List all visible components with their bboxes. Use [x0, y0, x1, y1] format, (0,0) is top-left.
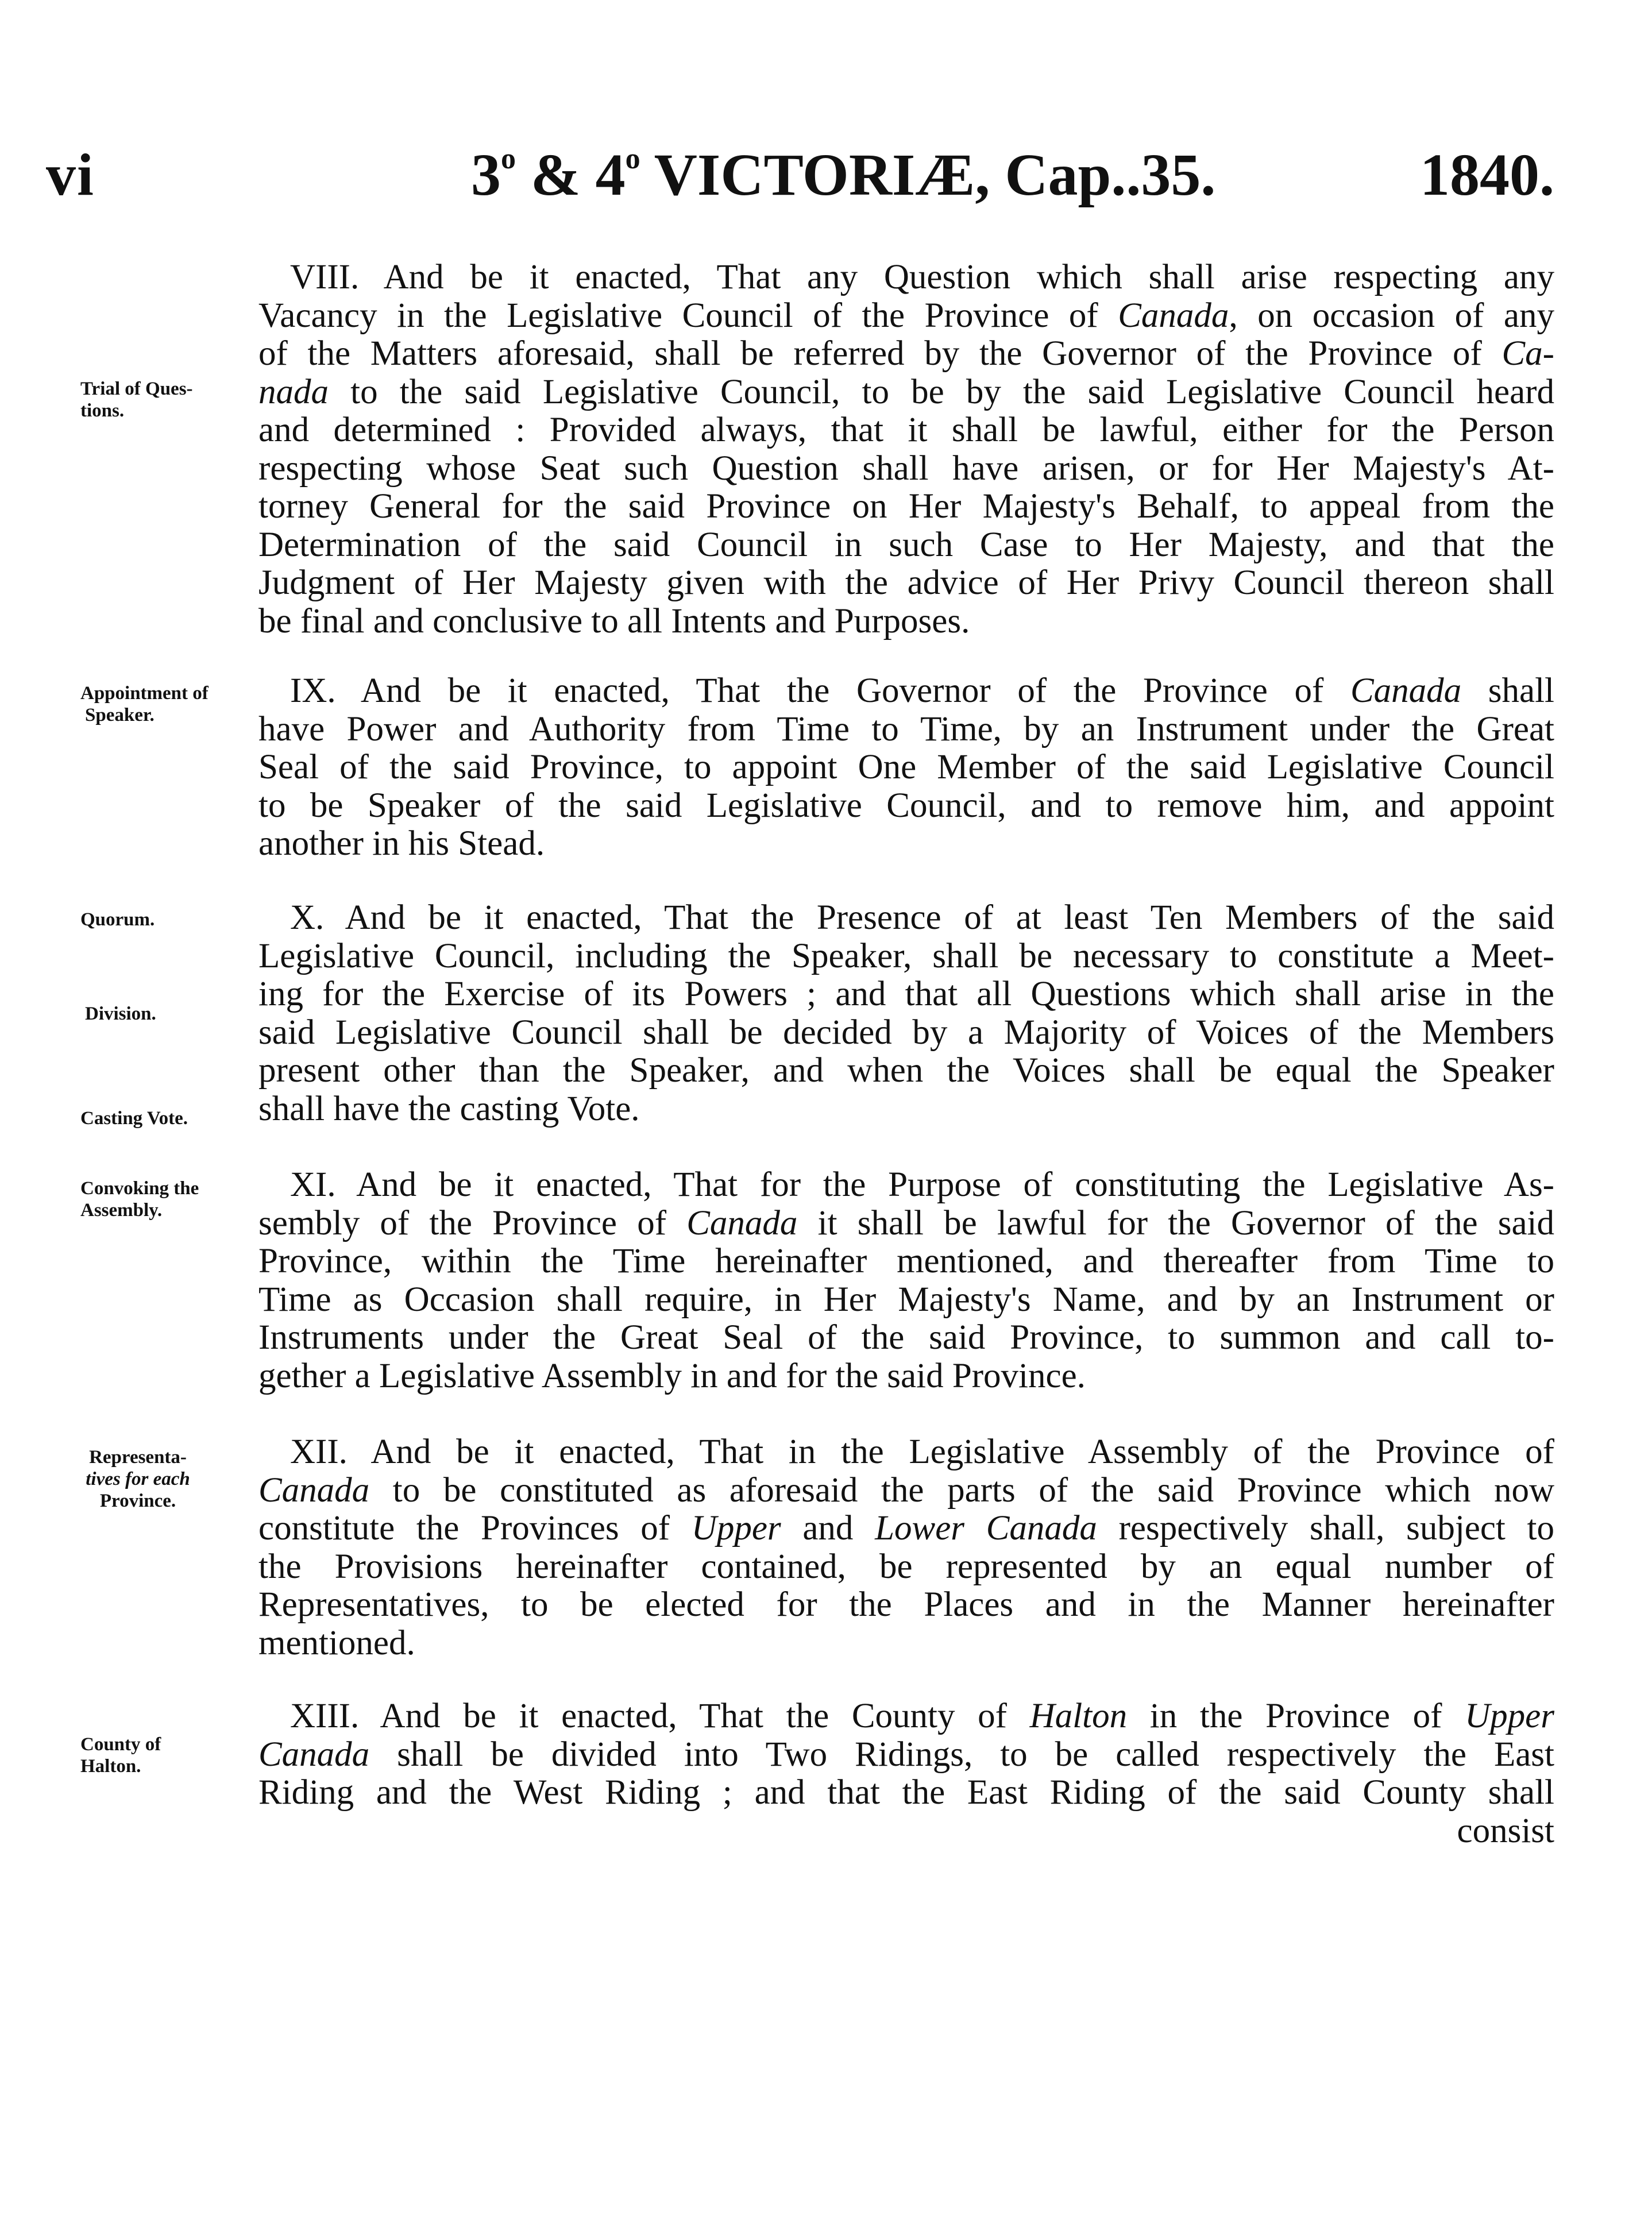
section-xiii: XIII. And be it enacted, That the County of Halton in the Province of Upper Canada shall be divided into Two Ridings, to be called respectively the East Riding and the West Riding ; and that the East Riding of the said County shall consist	[258, 1697, 1554, 1850]
page-title: 3$^o$ & 4$^o$ VICTORIÆ, Cap..35.	[471, 142, 1216, 208]
margin-note-quorum: Quorum.	[80, 909, 155, 930]
section-xi: XI. And be it enacted, That for the Purpose of constituting the Legislative As- sembly of the Province of Canada it shall be lawful for the Governor of the said Province, within the Time hereinafter mentioned, and thereafter from Time to Time as Occasion shall require, in Her Majesty's Name, and by an Instrument or Instruments under the Great Seal of the said Province, to summon and call to- gether a Legislative Assembly in and for the said Province.	[258, 1165, 1554, 1395]
section-x: X. And be it enacted, That the Presence of at least Ten Members of the said Legislative Council, including the Speaker, shall be necessary to constitute a Meet- ing for the Exercise of its Powers ; and that all Questions which shall arise in the said Legislative Council shall be decided by a Majority of Voices of the Members present other than the Speaker, and when the Voices shall be equal the Speaker shall have the casting Vote.	[258, 898, 1554, 1128]
margin-note-representatives: Representa- tives for each Province.	[86, 1447, 190, 1511]
page-year: 1840.	[1420, 142, 1554, 208]
margin-note-convoking-assembly: Convoking the Assembly.	[80, 1178, 199, 1221]
margin-note-appointment-of-speaker: Appointment of Speaker.	[80, 683, 209, 725]
page-number: vi	[46, 142, 95, 208]
margin-note-county-of-halton: County of Halton.	[80, 1734, 161, 1777]
margin-note-division: Division.	[85, 1003, 156, 1024]
section-viii: VIII. And be it enacted, That any Question which shall arise respecting any Vacancy in the Legislative Council of the Province of Canada, on occasion of any of the Matters aforesaid, shall be referred by the Governor of the Province of Ca- nada to the said Legislative Council, to be by the said Legislative Council heard and determined : Provided always, that it shall be lawful, either for the Person respecting whose Seat such Question shall have arisen, or for Her Majesty's At- torney General for the said Province on Her Majesty's Behalf, to appeal from the Determination of the said Council in such Case to Her Majesty, and that the Judgment of Her Majesty given with the advice of Her Privy Council thereon shall be final and conclusive to all Intents and Purposes.	[258, 258, 1554, 640]
margin-note-casting-vote: Casting Vote.	[80, 1108, 188, 1129]
margin-note-trial-of-questions: Trial of Ques- tions.	[80, 379, 193, 421]
section-ix: IX. And be it enacted, That the Governor of the Province of Canada shall have Power and Authority from Time to Time, by an Instrument under the Great Seal of the said Province, to appoint One Member of the said Legislative Council to be Speaker of the said Legislative Council, and to remove him, and appoint another in his Stead.	[258, 671, 1554, 863]
section-xii: XII. And be it enacted, That in the Legislative Assembly of the Province of Canada to be constituted as aforesaid the parts of the said Province which now constitute the Provinces of Upper and Lower Canada respectively shall, subject to the Provisions hereinafter contained, be represented by an equal number of Representatives, to be elected for the Places and in the Manner hereinafter mentioned.	[258, 1433, 1554, 1662]
catchword: consist	[1457, 1811, 1554, 1850]
